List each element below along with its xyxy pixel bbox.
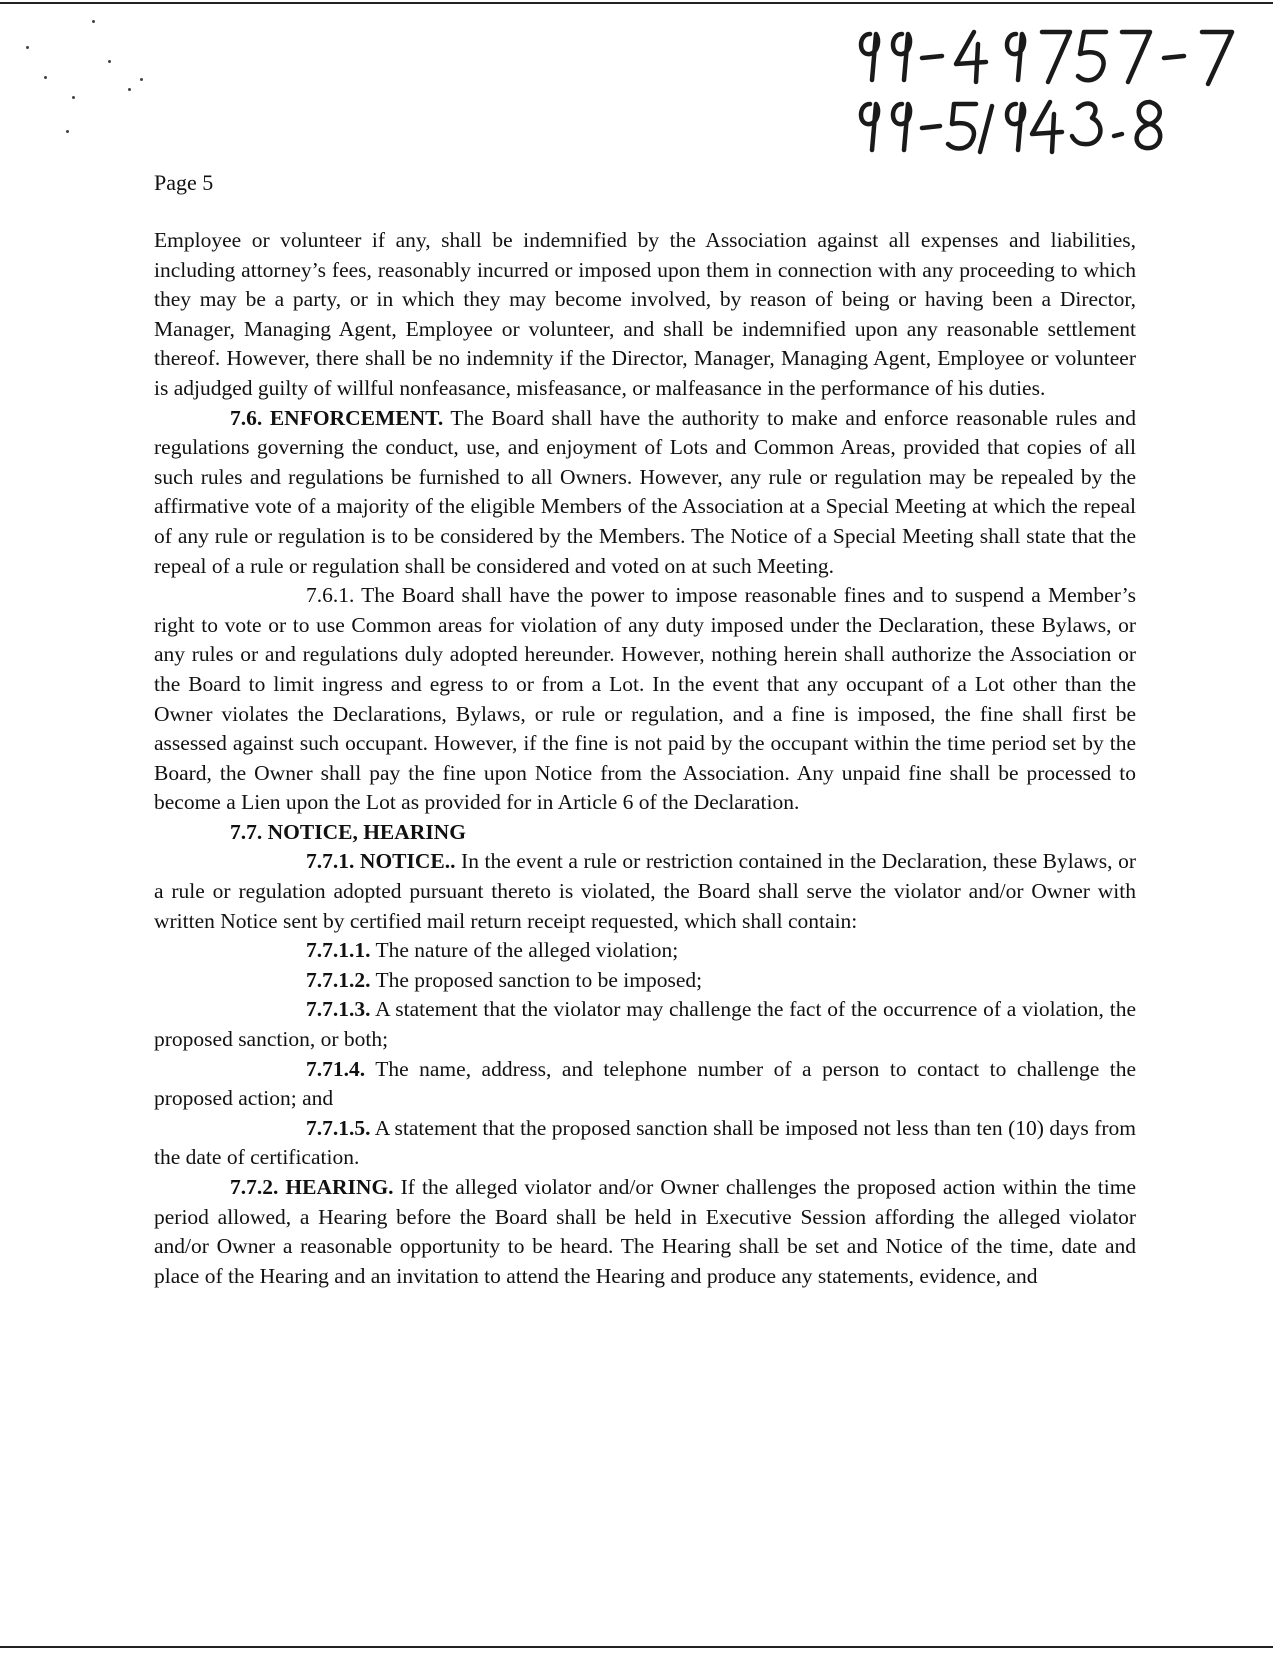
scan-speck — [44, 76, 47, 79]
top-rule — [0, 2, 1273, 4]
scan-speck — [72, 96, 75, 99]
paragraph-text: If the alleged violator and/or Owner challenges the proposed action within the time period allowed, a Hearing before the Board shall be held in Executive Session affording the alleged violator and/or Owner a reasonable opportunity to be heard. The Hearing shall be set and Notice of the time, date and place of the Hearing and an invitation to attend the Hearing and produce any statements, evidence, and — [154, 1175, 1137, 1288]
paragraph-text: The Board shall have the authority to make and enforce reasonable rules and regulations governing the conduct, use, and enjoyment of Lots and Common Areas, provided that copies of all such rules and regulations be furnished to all Owners. However, any rule or regulation may be repealed by the affirmative vote of a majority of the eligible Members of the Association at a Special Meeting at which the repeal of any rule or regulation is to be considered by the Members. The Notice of a Special Meeting shall state that the repeal of a rule or regulation shall be considered and voted on at such Meeting. — [154, 405, 1136, 578]
list-item-7-7-1-2 — [154, 966, 1136, 996]
scan-speck — [128, 88, 131, 91]
list-item-number: 7.71.4. — [306, 1056, 366, 1081]
document-body — [154, 226, 1136, 1291]
list-item-7-7-1-4 — [154, 1055, 1136, 1114]
section-heading: 7.7.2. HEARING. — [230, 1175, 394, 1199]
list-item-number: 7.7.1.5. — [306, 1115, 371, 1140]
section-7-7-2-hearing — [154, 1173, 1136, 1291]
page-label: Page 5 — [154, 170, 214, 195]
scan-speck — [26, 46, 29, 49]
list-item-number: 7.7.1.3. — [306, 997, 371, 1022]
list-item-7-7-1-1 — [154, 936, 1136, 966]
list-item-text: The name, address, and telephone number of a person to contact to challenge the proposed action; and — [154, 1056, 1136, 1111]
list-item-number: 7.7.1.1. — [306, 938, 371, 963]
list-item-text: A statement that the violator may challenge the fact of the occurrence of a violation, the proposed sanction, or both; — [154, 997, 1136, 1052]
scan-speck — [108, 60, 111, 63]
section-7-7-1-notice — [154, 847, 1136, 936]
bottom-rule — [0, 1646, 1273, 1648]
section-7-7-heading — [154, 818, 1136, 848]
list-item-7-7-1-5 — [154, 1114, 1136, 1173]
section-7-6-enforcement — [154, 404, 1136, 582]
list-item-number: 7.7.1.2. — [306, 967, 371, 992]
scan-speck — [140, 78, 143, 81]
section-7-6-1-fines — [154, 581, 1136, 818]
list-item-text: The proposed sanction to be imposed; — [370, 967, 703, 992]
list-item-text: A statement that the proposed sanction shall be imposed not less than ten (10) days from the date of certification. — [154, 1115, 1136, 1170]
handwritten-reference-numbers — [848, 20, 1248, 170]
paragraph-indemnification — [154, 226, 1136, 404]
paragraph-text: Employee or volunteer if any, shall be indemnified by the Association against all expenses and liabilities, including attorney’s fees, reasonably incurred or imposed upon them in connection with any proceeding to which they may be a party, or in which they may become involved, by reason of being or having been a Director, Manager, Managing Agent, Employee or volunteer, and shall be indemnified upon any reasonable settlement thereof. However, there shall be no indemnity if the Director, Manager, Managing Agent, Employee or volunteer is adjudged guilty of willful nonfeasance, misfeasance, or malfeasance in the performance of his duties. — [154, 228, 1136, 400]
list-item-7-7-1-3 — [154, 995, 1136, 1054]
paragraph-text: In the event a rule or restriction contained in the Declaration, these Bylaws, or a rule or regulation adopted pursuant thereto is violated, the Board shall serve the violator and/or Owner with written Notice sent by certified mail return receipt requested, which shall contain: — [154, 849, 1136, 933]
scan-speck — [66, 130, 69, 133]
scan-speck — [92, 20, 95, 23]
section-heading: 7.7. NOTICE, HEARING — [230, 819, 466, 844]
section-heading: 7.7.1. NOTICE.. — [306, 849, 456, 874]
list-item-text: The nature of the alleged violation; — [370, 938, 679, 963]
paragraph-text: 7.6.1. The Board shall have the power to impose reasonable fines and to suspend a Member’s right to vote or to use Common areas for violation of any duty imposed under the Declaration, these Bylaws, or any rules or and regulations duly adopted hereunder. However, nothing herein shall authorize the Association or the Board to limit ingress and egress to or from a Lot. In the event that any occupant of a Lot other than the Owner violates the Declarations, Bylaws, or rule or regulation, and a fine is imposed, the fine shall first be assessed against such occupant. However, if the fine is not paid by the occupant within the time period set by the Board, the Owner shall pay the fine upon Notice from the Association. Any unpaid fine shall be processed to become a Lien upon the Lot as provided for in Article 6 of the Declaration. — [154, 583, 1136, 815]
section-heading: 7.6. ENFORCEMENT. — [230, 405, 444, 430]
